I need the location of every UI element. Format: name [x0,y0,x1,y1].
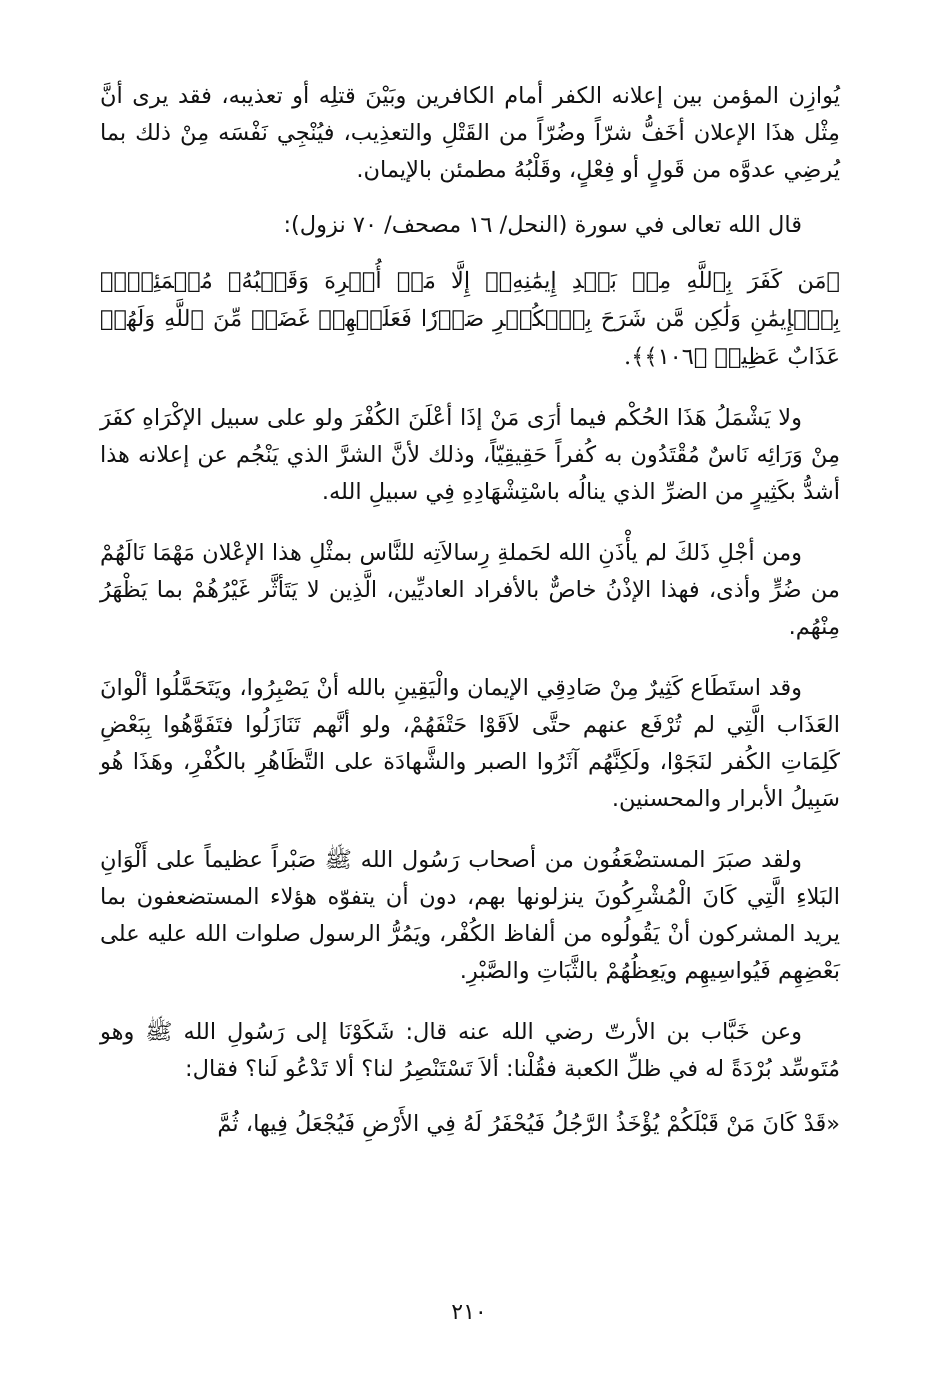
paragraph-2: ولا يَشْمَلُ هَذَا الحُكْم فيما أرَى مَنْ إذَا أعْلَنَ الكُفْرَ ولو على سبيل الإكْرَاهِ كفَرَ مِنْ وَرَائِه نَاسٌ مُقْتَدُون به كُفراً حَقِيقِيّاً، وذلك لأنَّ الشرَّ الذي يَنْجُم عن إعلانه هذا أشدُّ بكَثِيرٍ من الضرِّ الذي ينالُه باسْتِشْهَادِهِ فِي سبيلِ الله. [100,405,840,505]
paragraph-6: وعن خَبَّاب بن الأرتّ رضي الله عنه قال: شَكَوْنَا إلى رَسُولِ الله ﷺ وهو مُتَوسِّد بُرْدَةً له في ظلِّ الكعبة فقُلْنا: ألاَ تَسْتَنْصِرُ لنا؟ ألا تَدْعُو لَنا؟ فقال: [100,1019,840,1082]
paragraph-3: ومن أجْلِ ذَلكَ لم يأْذَنِ الله لحَملةِ رِسالاَتِه للنَّاس بمثْلِ هذا الإعْلان مَهْمَا نَالَهُمْ من ضُرٍّ وأذى، فهذا الإذْنُ خاصٌّ بالأفراد العاديِّين، الَّذِين لا يَتَأثَّر غَيْرُهُمْ بما يَظْهَرُ مِنْهُم. [100,540,840,640]
paragraph-4: وقد استَطَاع كَثِيرٌ مِنْ صَادِقِي الإيمان والْيَقِينِ بالله أنْ يَصْبِرُوا، ويَتَحَمَّلُوا ألْوانَ العَذَاب الَّتِي لم تُرْفَع عنهم حتَّى لاَقَوْا حَتْفَهُمْ، ولو أنَّهم تَنَازَلُوا فتَفَوَّهُوا بِبَعْضِ كَلِمَاتِ الكُفر لنَجَوْا، ولَكِنَّهُم آثَرُوا الصبر والشَّهادَة على التَّظَاهُرِ بالكُفْرِ، وهَذَا هُو سَبِيلُ الأبرار والمحسنين. [100,675,840,812]
page-number: ٢١٠ [451,1300,487,1325]
page-body [100,78,840,1143]
paragraph-5: ولقد صبَرَ المستضْعَفُون من أصحاب رَسُول الله ﷺ صَبْراً عظيماً على أَلْوَانِ البَلاءِ الَّتِي كَانَ الْمُشْرِكُونَ ينزلونها بهم، دون أن يتفوّه هؤلاء المستضعفون بما يريد المشركون أنْ يَقُولُوه من ألفاظ الكُفْر، ويَمُرُّ الرسول صلوات الله عليه على بَعْضِهِم فَيُواسِيهِم ويَعِظُهُمْ بالثَّبَاتِ والصَّبْرِ. [100,847,840,984]
quran-verse: ﴿مَن كَفَرَ بِٱللَّهِ مِنۢ بَعۡدِ إِيمَٰنِهِۦٓ إِلَّا مَنۡ أُكۡرِهَ وَقَلۡبُهُۥ مُطۡمَئِنُّۢ بِٱلۡإِيمَٰنِ وَلَٰكِن مَّن شَرَحَ بِٱلۡكُفۡرِ صَدۡرٗا فَعَلَيۡهِمۡ غَضَبٞ مِّنَ ٱللَّهِ وَلَهُمۡ عَذَابٌ عَظِيمٞ ﴿١٠٦﴾﴾. [100,268,840,370]
hadith-quote: «قَدْ كَانَ مَنْ قَبْلَكُمْ يُؤْخَذُ الرَّجُلُ فَيُحْفَرُ لَهُ فِي الأَرْضِ فَيُجْعَلُ فِيها، ثُمَّ [217,1111,840,1137]
paragraph-1: يُوازِن المؤمن بين إعلانه الكفر أمام الكافرين وبَيْنَ قتلِه أو تعذيبه، فقد يرى أنَّ مِثْل هذَا الإعلان أخَفُّ شرّاً وضُرّاً من القَتْلِ والتعذِيب، فيُنْجِي نَفْسَه مِنْ ذلك بما يُرضِي عدوَّه من قَولٍ أو فِعْلٍ، وقَلْبُهُ مطمئن بالإيمان. [100,83,840,183]
surah-reference: قال الله تعالى في سورة (النحل/ ١٦ مصحف/ ٧٠ نزول): [283,212,802,238]
